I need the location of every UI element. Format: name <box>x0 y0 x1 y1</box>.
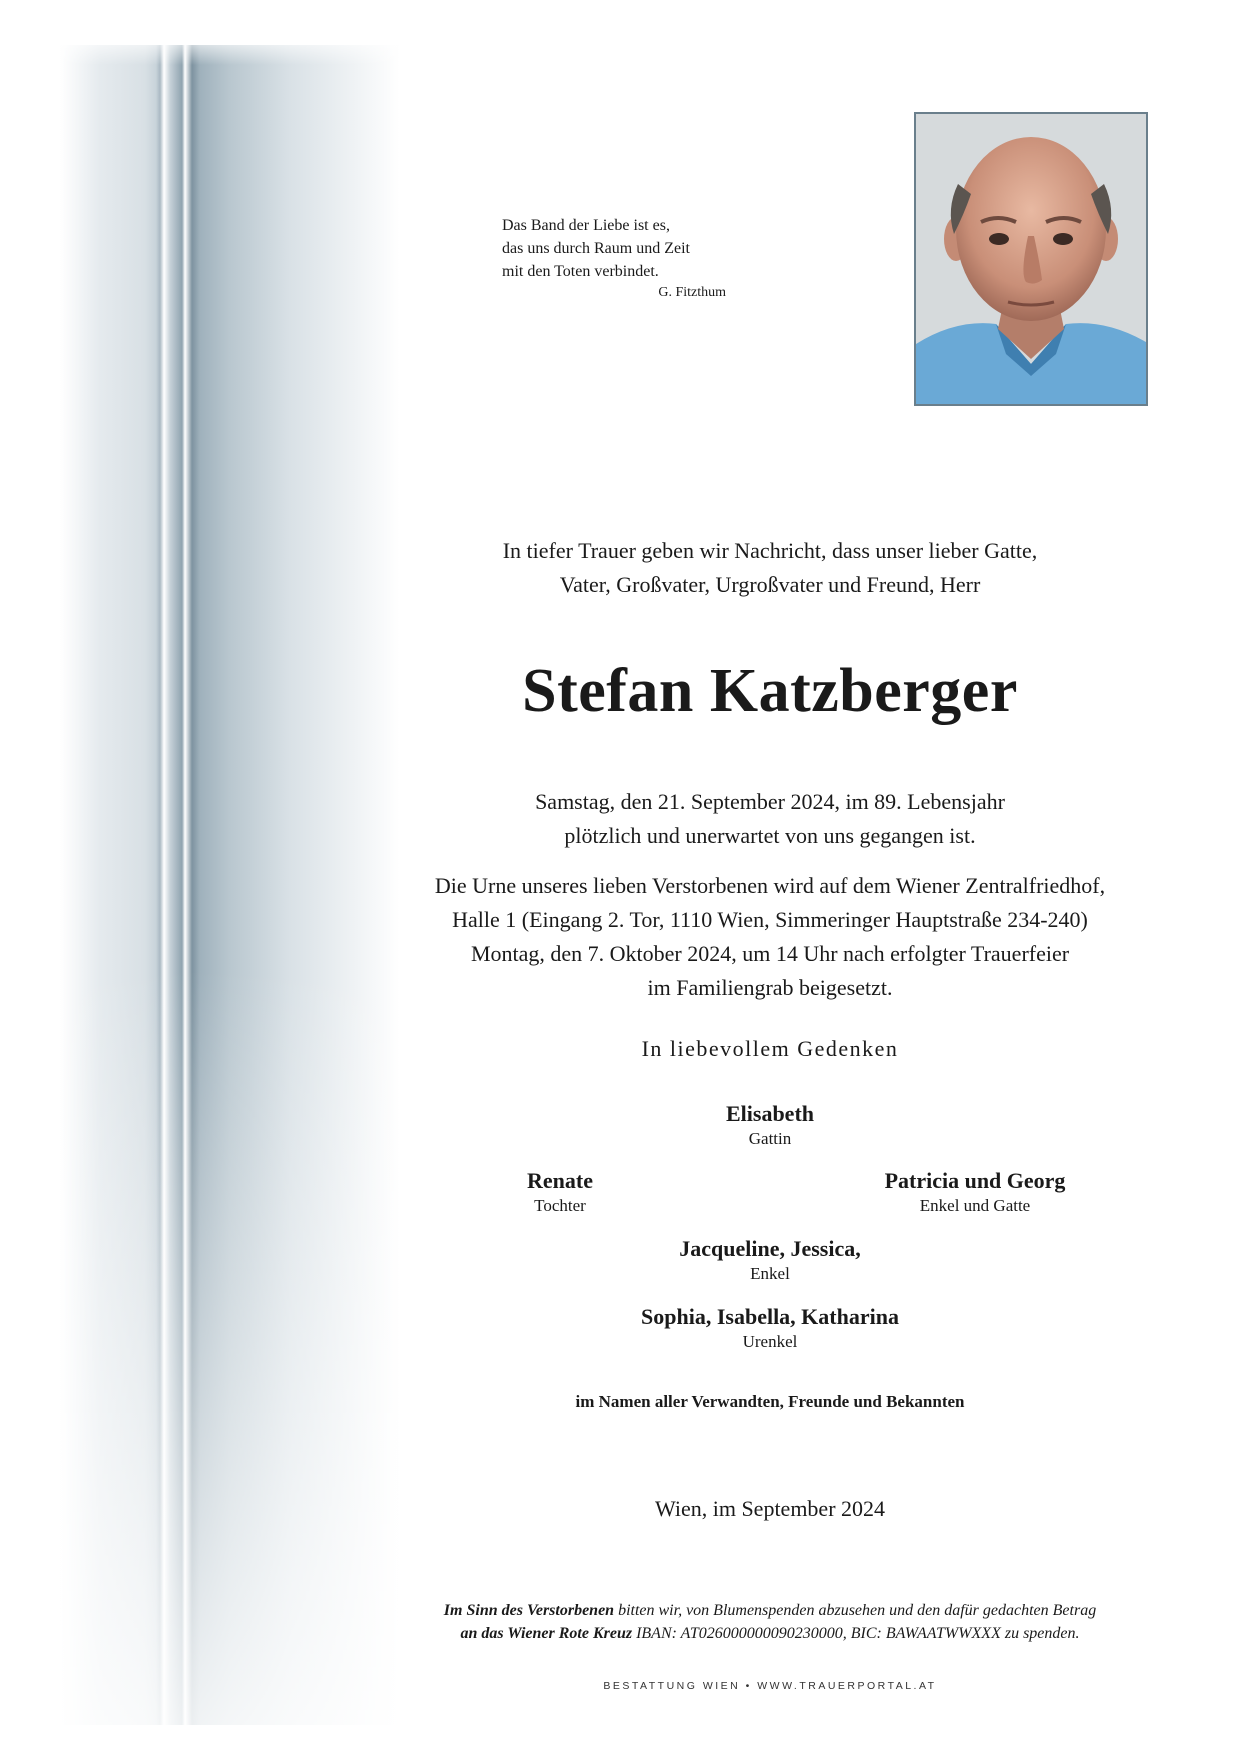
decorative-stripes <box>60 45 400 1725</box>
donation-note <box>370 1599 1170 1645</box>
mourner-role: Tochter <box>534 1196 586 1215</box>
mourner-grandchild-spouse <box>850 1167 1100 1217</box>
burial-line: im Familiengrab beigesetzt. <box>647 975 893 1000</box>
intro-line: In tiefer Trauer geben wir Nachricht, dass unser lieber Gatte, <box>502 538 1038 563</box>
burial-line: Montag, den 7. Oktober 2024, um 14 Uhr nach erfolgter Trauerfeier <box>470 941 1070 966</box>
footer-brand: BESTATTUNG WIEN • WWW.TRAUERPORTAL.AT <box>603 1680 937 1692</box>
mourner-great-grandchildren <box>570 1303 970 1353</box>
quote-author: G. Fitzthum <box>658 285 726 300</box>
death-line: Samstag, den 21. September 2024, im 89. Lebensjahr <box>535 789 1005 814</box>
donation-line <box>370 1599 1170 1622</box>
burial-info <box>380 869 1160 1005</box>
death-line: plötzlich und unerwartet von uns gegangen ist. <box>564 823 976 848</box>
mourner-daughter <box>460 1167 660 1217</box>
intro-line: Vater, Großvater, Urgroßvater und Freund, Herr <box>559 572 981 597</box>
portrait-photo <box>914 112 1148 406</box>
quote-line: mit den Toten verbindet. <box>502 263 659 280</box>
relatives-note: im Namen aller Verwandten, Freunde und Bekannten <box>575 1392 965 1411</box>
mourner-role: Gattin <box>748 1129 792 1148</box>
quote-line: Das Band der Liebe ist es, <box>502 217 670 234</box>
donation-text: IBAN: AT026000000090230000, BIC: BAWAATWWXXX zu spenden. <box>632 1625 1080 1642</box>
mourner-name: Renate <box>527 1168 593 1193</box>
place-and-date: Wien, im September 2024 <box>654 1496 886 1521</box>
portrait-illustration <box>916 114 1146 404</box>
death-notice <box>380 785 1160 853</box>
remembrance-heading: In liebevollem Gedenken <box>641 1036 899 1061</box>
mourner-name: Elisabeth <box>725 1101 815 1126</box>
decorative-fade <box>60 45 400 65</box>
donation-emphasis: Im Sinn des Verstorbenen <box>443 1602 615 1619</box>
donation-emphasis: an das Wiener Rote Kreuz <box>460 1625 633 1642</box>
mourner-role: Urenkel <box>742 1332 798 1351</box>
mourner-spouse <box>630 1100 910 1150</box>
mourner-role: Enkel und Gatte <box>919 1196 1031 1215</box>
quote-line: das uns durch Raum und Zeit <box>502 240 690 257</box>
donation-text: bitten wir, von Blumenspenden abzusehen und den dafür gedachten Betrag <box>614 1602 1097 1619</box>
memorial-quote <box>502 214 732 283</box>
mourner-name: Patricia und Georg <box>884 1168 1066 1193</box>
donation-line <box>370 1622 1170 1645</box>
intro-text <box>380 534 1160 602</box>
mourner-name: Sophia, Isabella, Katharina <box>641 1304 899 1329</box>
mourner-role: Enkel <box>750 1264 790 1283</box>
mourner-name: Jacqueline, Jessica, <box>679 1236 861 1261</box>
burial-line: Die Urne unseres lieben Verstorbenen wird auf dem Wiener Zentralfriedhof, <box>434 873 1106 898</box>
mourner-grandchildren <box>570 1235 970 1285</box>
burial-line: Halle 1 (Eingang 2. Tor, 1110 Wien, Simmeringer Hauptstraße 234-240) <box>452 907 1088 932</box>
deceased-name: Stefan Katzberger <box>522 657 1018 725</box>
